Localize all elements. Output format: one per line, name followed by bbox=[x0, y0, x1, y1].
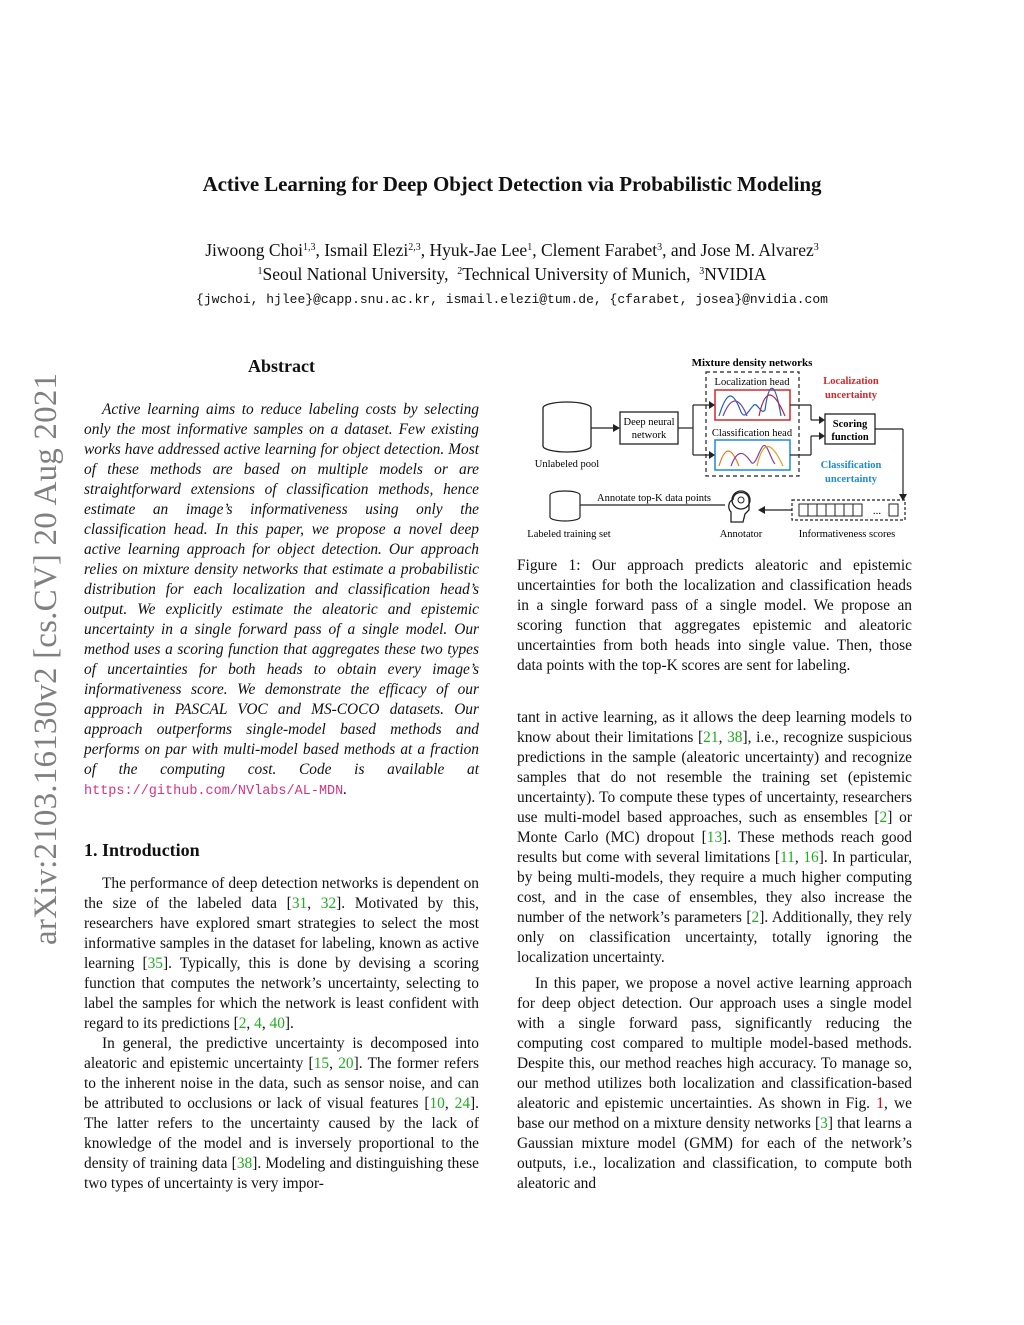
author: Ismail Elezi bbox=[324, 240, 409, 260]
author-sep: , bbox=[532, 240, 541, 260]
classification-uncertainty-label-2: uncertainty bbox=[825, 474, 877, 485]
localization-uncertainty-label-2: uncertainty bbox=[825, 390, 877, 401]
score-cell bbox=[808, 504, 817, 516]
arrowhead bbox=[758, 506, 765, 514]
arrowhead bbox=[819, 416, 825, 424]
scores-ellipsis: ... bbox=[872, 505, 882, 517]
author: Jose M. Alvarez bbox=[700, 240, 814, 260]
section-heading-introduction: 1. Introduction bbox=[84, 840, 200, 860]
text: ]. Motivated by this, researchers have explored smart strategies to select the most informative samples in the dataset for labeling, known as active learning [ bbox=[84, 895, 479, 972]
text: ]. Typically, this is done by devising a scoring function that computes the network’s uncertainty, selecting to label the samples for which the network is least confident with regard to its predictions [ bbox=[84, 955, 479, 1032]
author-sep: , and bbox=[662, 240, 701, 260]
annotator-label: Annotator bbox=[719, 529, 763, 540]
citation-link[interactable]: 2 bbox=[238, 1015, 247, 1032]
text: , bbox=[329, 1055, 339, 1072]
text: ]. The latter refers to the uncertainty caused by the lack of knowledge of the model and is inversely proportional to the density of training data [ bbox=[84, 1095, 479, 1172]
text: , bbox=[307, 895, 321, 912]
author: Clement Farabet bbox=[540, 240, 658, 260]
citation-link[interactable]: 40 bbox=[269, 1015, 285, 1032]
text: ]. Additionally, they rely only on classification uncertainty, totally ignoring the localization uncertainty. bbox=[517, 909, 912, 966]
text: , bbox=[246, 1015, 255, 1032]
text: , bbox=[444, 1095, 455, 1112]
citation-link[interactable]: 2 bbox=[751, 909, 760, 926]
mdn-title: Mixture density networks bbox=[691, 357, 813, 369]
paper-title: Active Learning for Deep Object Detection via Probabilistic Modeling bbox=[202, 172, 822, 196]
figure-1-caption bbox=[517, 556, 912, 676]
citation-link[interactable]: 16 bbox=[803, 849, 819, 866]
affiliation: Seoul National University, bbox=[262, 264, 449, 284]
citation-link[interactable]: 32 bbox=[320, 895, 337, 912]
affiliation-list bbox=[0, 264, 1024, 285]
text: ]. These methods reach good results but come with several limitations [ bbox=[517, 829, 912, 866]
localization-head-label: Localization head bbox=[714, 377, 790, 388]
code-link[interactable]: https://github.com/NVlabs/AL-MDN bbox=[84, 784, 344, 799]
citation-link[interactable]: 2 bbox=[879, 809, 888, 826]
pipeline-diagram bbox=[517, 350, 917, 545]
database-icon-body bbox=[543, 408, 591, 452]
classification-head-label: Classification head bbox=[711, 428, 793, 439]
localization-uncertainty-label-1: Localization bbox=[823, 376, 879, 387]
introduction-body bbox=[84, 874, 479, 1194]
text: tant in active learning, as it allows the deep learning models to know about their limitations [ bbox=[517, 709, 912, 746]
text: ], i.e., recognize suspicious predictions in the sample (aleatoric uncertainty) and recognize samples that do not resemble the training set (epistemic uncertainty). To compute these types of uncertainty, researchers use multi-model based approaches, such as ensembles [ bbox=[517, 729, 912, 826]
annotator-head-icon bbox=[732, 491, 750, 509]
author-affil-sup: 1 bbox=[527, 242, 533, 253]
citation-link[interactable]: 35 bbox=[147, 955, 163, 972]
deep-network-label-2: network bbox=[631, 430, 667, 441]
unlabeled-pool-label: Unlabeled pool bbox=[534, 459, 600, 470]
caption-text: Figure 1: Our approach predicts aleatoric and epistemic uncertainties for both the localization and classification heads in a single forward pass of a single model. We propose an scoring function that aggregates epistemic and aleatoric uncertainties from both heads into single value. Then, those data points with the top-K scores are sent for labeling. bbox=[517, 557, 912, 674]
text: , bbox=[794, 849, 804, 866]
text: ]. bbox=[284, 1015, 294, 1032]
text: ] that learns a Gaussian mixture model (GMM) for each of the network’s outputs, i.e., localization and classification, to compute both aleatoric and bbox=[517, 1115, 912, 1192]
abstract-heading: Abstract bbox=[248, 356, 315, 376]
abstract-text: Active learning aims to reduce labeling costs by selecting only the most informative samples on a dataset. Few existing works have addressed active learning for object detection. Most of these methods are based on multiple models or are straightforward extensions of classification methods, hence estimate an image’s informativeness using only the classification head. In this paper, we propose a novel deep active learning approach for object detection. Our approach relies on mixture density networks that estimate a probabilistic distribution for each localization and classification head’s output. We explicitly estimate the aleatoric and epistemic uncertainty in a single forward pass of a single model. Our method uses a scoring function that aggregates these two types of uncertainties for both heads to obtain every image’s informativeness score. We demonstrate the efficacy of our approach in PASCAL VOC and MS-COCO datasets. Our approach outperforms single-model based methods and performs on par with multi-model based methods at a fraction of the computing cost. Code is available at bbox=[84, 401, 479, 778]
abstract-body bbox=[84, 400, 479, 802]
citation-link[interactable]: 38 bbox=[727, 729, 743, 746]
paragraph bbox=[84, 1034, 479, 1194]
citation-link[interactable]: 24 bbox=[454, 1095, 471, 1112]
author-affil-sup: 3 bbox=[813, 242, 819, 253]
citation-link[interactable]: 31 bbox=[291, 895, 308, 912]
text: ] or Monte Carlo (MC) dropout [ bbox=[517, 809, 912, 846]
citation-link[interactable]: 21 bbox=[703, 729, 719, 746]
citation-link[interactable]: 38 bbox=[236, 1155, 253, 1172]
score-cell bbox=[826, 504, 835, 516]
abstract-end: . bbox=[343, 781, 348, 798]
deep-network-label-1: Deep neural bbox=[623, 417, 675, 428]
labeled-set-label: Labeled training set bbox=[527, 529, 611, 540]
text: ]. In particular, by being multi-models, they require a much higher computing cost, and in the case of ensembles, they also increase the number of the network’s parameters [ bbox=[517, 849, 912, 926]
arxiv-identifier: arXiv:2103.16130v2 [cs.CV] 20 Aug 2021 bbox=[28, 372, 64, 945]
text: , we base our method on a mixture density networks [ bbox=[517, 1095, 912, 1132]
citation-link[interactable]: 13 bbox=[706, 829, 723, 846]
text: In this paper, we propose a novel active learning approach for deep object detection. Our approach uses a single model with a single forward pass, significantly reducing the computing cost compared to multiple model-based methods. Despite this, our method reaches high accuracy. To manage so, our method utilizes both localization and classification-based aleatoric and epistemic uncertainties. As shown in Fig. bbox=[517, 975, 912, 1112]
informativeness-scores-label: Informativeness scores bbox=[798, 529, 896, 540]
author-affil-sup: 3 bbox=[657, 242, 663, 253]
score-cell bbox=[844, 504, 853, 516]
score-cell bbox=[889, 504, 898, 516]
score-cell bbox=[799, 504, 808, 516]
figure-ref-link[interactable]: 1 bbox=[876, 1095, 884, 1112]
text: ]. Modeling and distinguishing these two types of uncertainty is very impor- bbox=[84, 1155, 479, 1192]
author-emails: {jwchoi, hjlee}@capp.snu.ac.kr, ismail.elezi@tum.de, {cfarabet, josea}@nvidia.com bbox=[196, 292, 828, 307]
author-affil-sup: 2,3 bbox=[408, 242, 421, 253]
citation-link[interactable]: 11 bbox=[779, 849, 795, 866]
annotate-label: Annotate top-K data points bbox=[597, 493, 712, 504]
citation-link[interactable]: 15 bbox=[313, 1055, 330, 1072]
paragraph bbox=[84, 874, 479, 1034]
citation-link[interactable]: 10 bbox=[429, 1095, 445, 1112]
paragraph bbox=[517, 974, 912, 1194]
citation-link[interactable]: 20 bbox=[338, 1055, 354, 1072]
score-cell bbox=[835, 504, 844, 516]
affil-sup: 2 bbox=[457, 266, 463, 277]
arrowhead bbox=[819, 432, 825, 440]
classification-head-box bbox=[715, 440, 790, 470]
affiliation: NVIDIA bbox=[704, 264, 767, 284]
text: In general, the predictive uncertainty is decomposed into aleatoric and epistemic uncertainty [ bbox=[84, 1035, 479, 1072]
author: Jiwoong Choi bbox=[205, 240, 303, 260]
paragraph bbox=[517, 708, 912, 968]
arrowhead bbox=[709, 401, 715, 409]
affil-sup: 1 bbox=[257, 266, 263, 277]
introduction-body-continued bbox=[517, 708, 912, 1194]
text: The performance of deep detection networks is dependent on the size of the labeled data [ bbox=[84, 875, 479, 912]
arrowhead bbox=[613, 424, 620, 432]
author-list bbox=[0, 240, 1024, 261]
text: , bbox=[718, 729, 728, 746]
scoring-function-label-1: Scoring bbox=[832, 419, 868, 430]
author-sep: , bbox=[420, 240, 430, 260]
citation-link[interactable]: 4 bbox=[254, 1015, 262, 1032]
arrowhead bbox=[709, 451, 715, 459]
author: Hyuk-Jae Lee bbox=[429, 240, 528, 260]
classification-uncertainty-label-1: Classification bbox=[820, 460, 882, 471]
figure-1-diagram bbox=[517, 350, 917, 545]
author-affil-sup: 1,3 bbox=[302, 242, 316, 253]
score-cell bbox=[817, 504, 826, 516]
citation-link[interactable]: 3 bbox=[820, 1115, 828, 1132]
score-cell bbox=[853, 504, 862, 516]
affil-sup: 3 bbox=[699, 266, 705, 277]
labeled-database-icon-body bbox=[550, 495, 580, 521]
text: , bbox=[261, 1015, 270, 1032]
scoring-function-label-2: function bbox=[831, 432, 869, 443]
text: ]. The former refers to the inherent noise in the data, such as sensor noise, and can be attributed to occlusions or lack of visual features [ bbox=[84, 1055, 479, 1112]
author-sep: , bbox=[315, 240, 325, 260]
affiliation: Technical University of Munich, bbox=[462, 264, 691, 284]
